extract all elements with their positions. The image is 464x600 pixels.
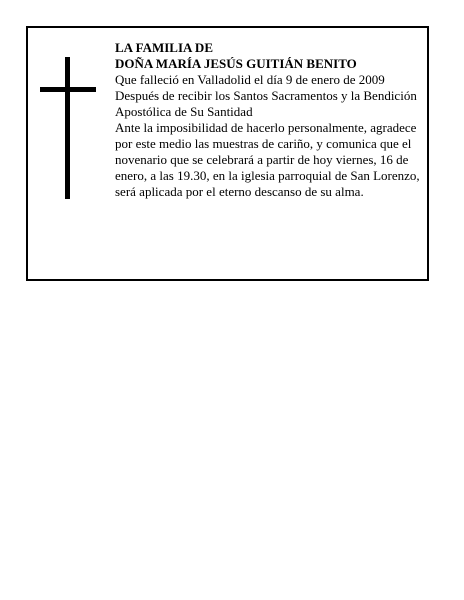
cross-vertical-bar <box>65 57 70 199</box>
death-statement: Que falleció en Valladolid el día 9 de enero de 2009 <box>115 72 385 87</box>
obituary-notice <box>26 26 429 281</box>
cross-horizontal-bar <box>40 87 96 92</box>
heading-family: LA FAMILIA DE <box>115 40 213 55</box>
sacraments-statement: Después de recibir los Santos Sacramentos y la Bendición Apostólica de Su Santidad <box>115 88 417 119</box>
notice-text <box>115 40 421 200</box>
heading-deceased-name: DOÑA MARÍA JESÚS GUITIÁN BENITO <box>115 56 357 71</box>
cross-icon <box>40 57 96 199</box>
body-paragraph: Ante la imposibilidad de hacerlo personalmente, agradece por este medio las muestras de cariño, y comunica que el novenario que se celebrará a partir de hoy viernes, 16 de enero, a las 19.30, en la iglesia parroquial de San Lorenzo, será aplicada por el eterno descanso de su alma. <box>115 120 420 199</box>
